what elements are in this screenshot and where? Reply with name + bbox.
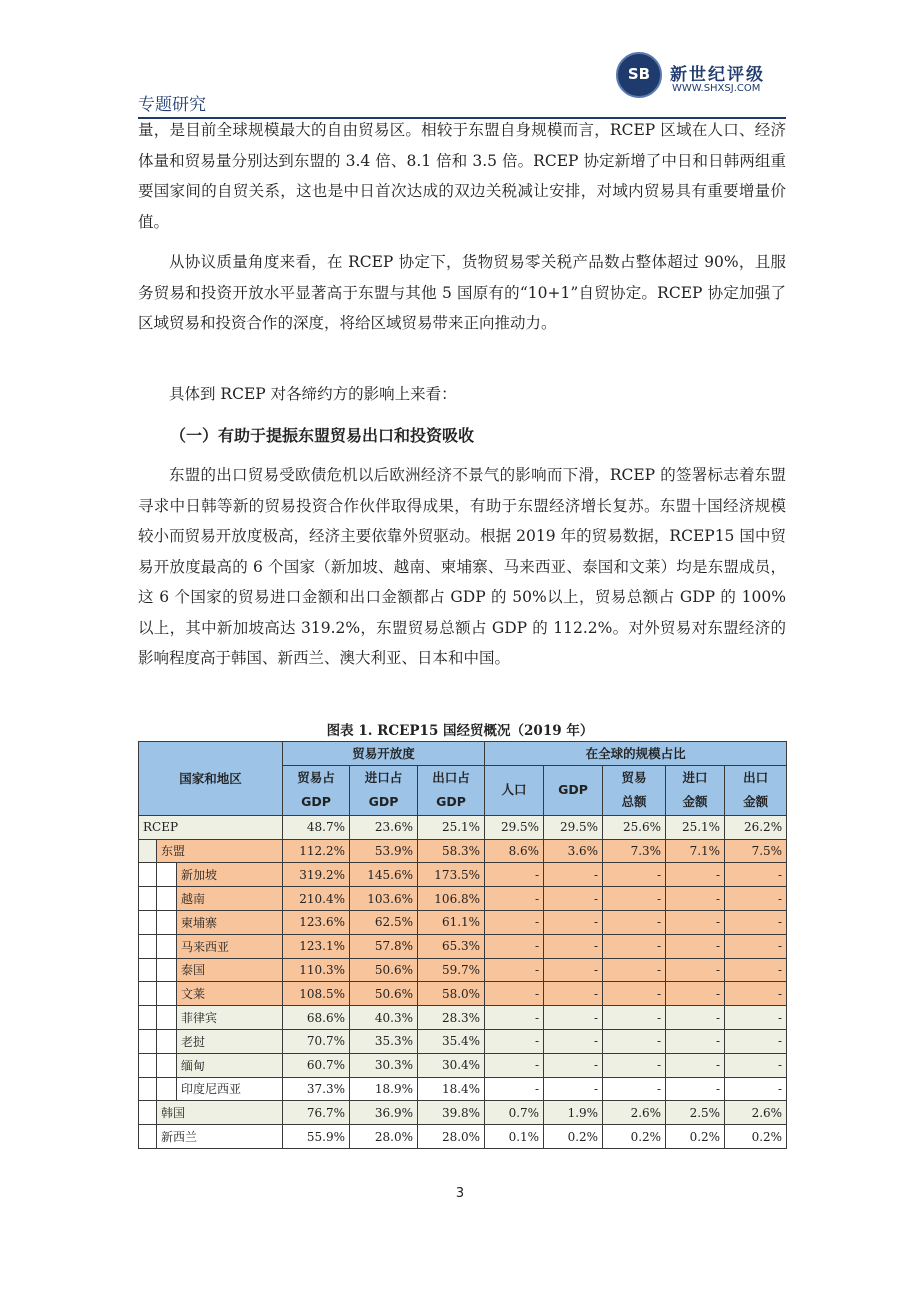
paragraph-2: 从协议质量角度来看，在 RCEP 协定下，货物贸易零关税产品数占整体超过 90%，且服务贸易和投资开放水平显著高于东盟与其他 5 国原有的“10+1”自贸协定。RCEP 协定加强了区域贸易和投资合作的深度，将给区域贸易带来正向推动力。 — [138, 253, 786, 332]
col-trade-share: 贸易占 GDP — [283, 765, 350, 815]
paragraph-4: 东盟的出口贸易受欧债危机以后欧洲经济不景气的影响而下滑，RCEP 的签署标志着东盟寻求中日韩等新的贸易投资合作伙伴取得成果，有助于东盟经济增长复苏。东盟十国经济规模较小而贸易开放度极高，经济主要依靠外贸驱动。根据 2019 年的贸易数据，RCEP15 国中贸易开放度最高的 6 个国家（新加坡、越南、柬埔寨、马来西亚、泰国和文莱）均是东盟成员，这 6 个国家的贸易进口金额和出口金额都占 GDP 的 50%以上，贸易总额占 GDP 的 100%以上，其中新加坡高达 319.2%，东盟贸易总额占 GDP 的 112.2%。对外贸易对东盟经济的影响程度高于韩国、新西兰、澳大利亚、日本和中国。 — [138, 466, 786, 667]
col-export-amount: 出口 金额 — [725, 765, 787, 815]
col-population: 人口 — [485, 765, 544, 815]
col-import-share: 进口占 GDP — [350, 765, 418, 815]
table-row: 越南 210.4% 103.6% 106.8% - - - - - — [139, 887, 787, 911]
logo-url: WWW.SHXSJ.COM — [672, 83, 761, 94]
table-row: 柬埔寨 123.6% 62.5% 61.1% - - - - - — [139, 910, 787, 934]
header-trade-openness: 贸易开放度 — [283, 742, 485, 766]
col-trade-total: 贸易 总额 — [603, 765, 666, 815]
table-row: 印度尼西亚 37.3% 18.9% 18.4% - - - - - — [139, 1077, 787, 1101]
trade-table — [138, 741, 787, 1149]
table-row: 菲律宾 68.6% 40.3% 28.3% - - - - - — [139, 1006, 787, 1030]
header-global-share: 在全球的规模占比 — [485, 742, 787, 766]
logo-name: 新世纪评级 — [670, 65, 765, 85]
table-row: 文莱 108.5% 50.6% 58.0% - - - - - — [139, 982, 787, 1006]
table-row: 泰国 110.3% 50.6% 59.7% - - - - - — [139, 958, 787, 982]
table-row: 缅甸 60.7% 30.3% 30.4% - - - - - — [139, 1053, 787, 1077]
table-caption: 图表 1. RCEP15 国经贸概况（2019 年） — [326, 723, 594, 739]
company-logo — [616, 52, 786, 102]
table-row: RCEP 48.7% 23.6% 25.1% 29.5% 29.5% 25.6% 25.1% 26.2% — [139, 815, 787, 839]
page-number: 3 — [455, 1186, 465, 1201]
table-row: 韩国 76.7% 36.9% 39.8% 0.7% 1.9% 2.6% 2.5% 2.6% — [139, 1101, 787, 1125]
table-row: 新西兰 55.9% 28.0% 28.0% 0.1% 0.2% 0.2% 0.2% 0.2% — [139, 1125, 787, 1149]
paragraph-1: 量，是目前全球规模最大的自由贸易区。相较于东盟自身规模而言，RCEP 区域在人口、经济体量和贸易量分别达到东盟的 3.4 倍、8.1 倍和 3.5 倍。RCEP 协定新增了中日和日韩两组重要国家间的自贸关系，这也是中日首次达成的双边关税减让安排，对域内贸易具有重要增量价值。 — [138, 121, 786, 231]
table-row: 马来西亚 123.1% 57.8% 65.3% - - - - - — [139, 934, 787, 958]
section-title: 专题研究 — [138, 95, 206, 115]
paragraph-3: 具体到 RCEP 对各缔约方的影响上来看： — [169, 385, 457, 403]
table-row: 老挝 70.7% 35.3% 35.4% - - - - - — [139, 1029, 787, 1053]
table-row: 东盟 112.2% 53.9% 58.3% 8.6% 3.6% 7.3% 7.1% 7.5% — [139, 839, 787, 863]
col-export-share: 出口占 GDP — [418, 765, 485, 815]
header-region: 国家和地区 — [139, 742, 283, 816]
col-gdp: GDP — [544, 765, 603, 815]
col-import-amount: 进口 金额 — [666, 765, 725, 815]
table-row: 新加坡 319.2% 145.6% 173.5% - - - - - — [139, 863, 787, 887]
section-heading: （一）有助于提振东盟贸易出口和投资吸收 — [170, 426, 475, 445]
logo-seal-icon: SB — [616, 52, 662, 98]
